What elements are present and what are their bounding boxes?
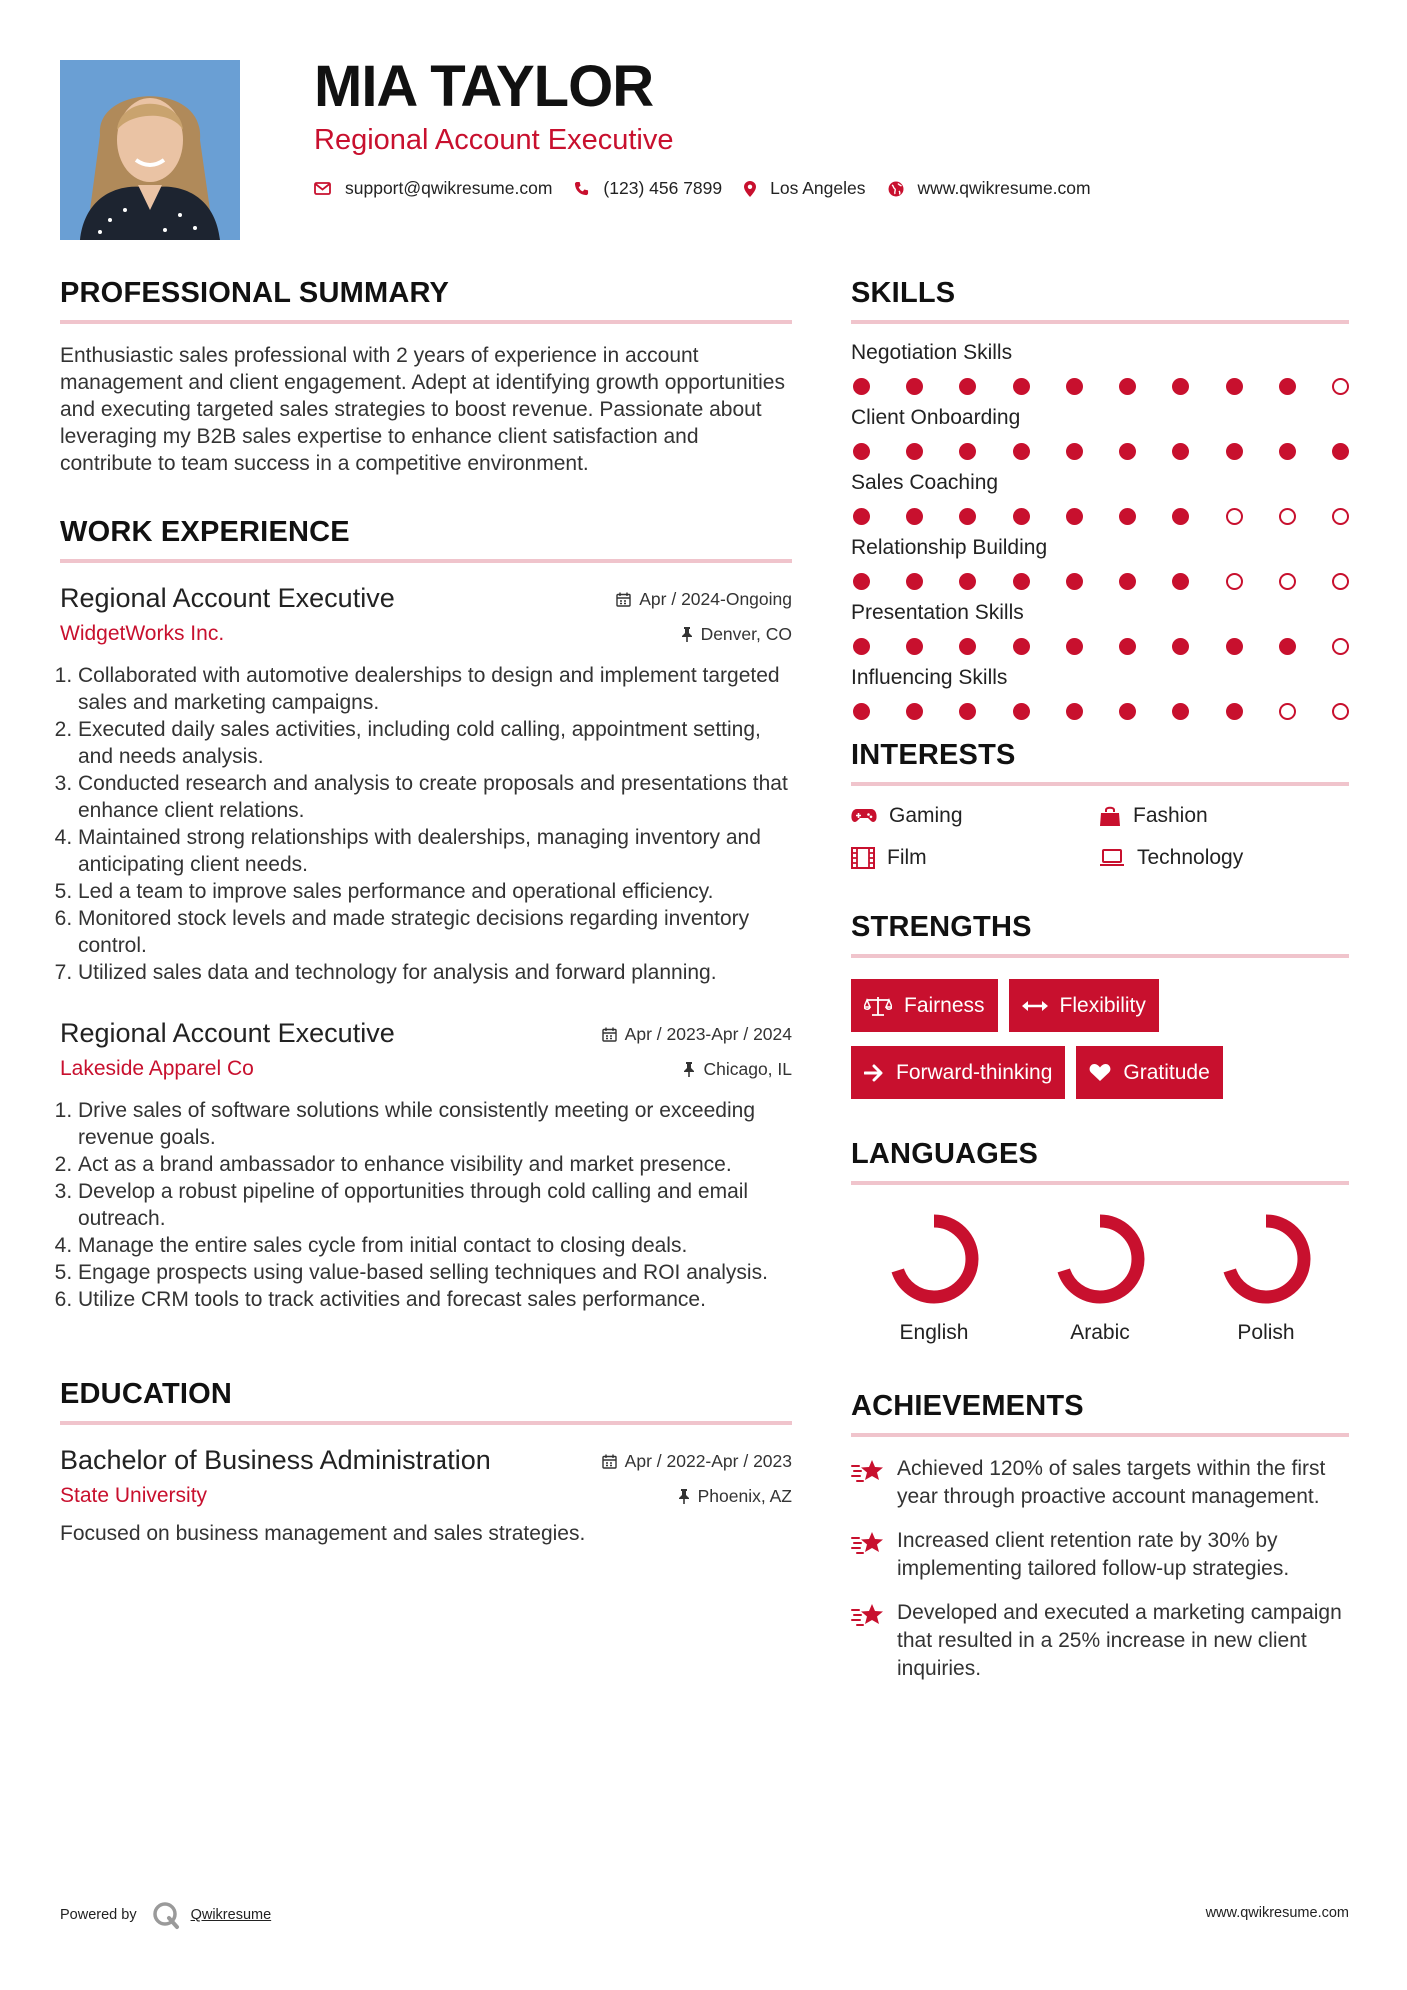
job-entry bbox=[60, 583, 792, 986]
rating-dot-filled bbox=[1119, 378, 1136, 395]
contact-location-text: Los Angeles bbox=[770, 178, 866, 198]
rating-dot-filled bbox=[1066, 638, 1083, 655]
rating-dot-filled bbox=[853, 638, 870, 655]
rating-dot-filled bbox=[853, 378, 870, 395]
degree-title: Bachelor of Business Administration bbox=[60, 1445, 491, 1475]
skill-name: Influencing Skills bbox=[851, 666, 1008, 689]
rating-dot-filled bbox=[1172, 573, 1189, 590]
rating-dot-filled bbox=[959, 508, 976, 525]
rating-dot-filled bbox=[959, 703, 976, 720]
interest-item bbox=[1099, 804, 1349, 828]
rating-dot-filled bbox=[906, 443, 923, 460]
rating-dot-filled bbox=[959, 443, 976, 460]
education-divider bbox=[60, 1421, 792, 1425]
skill-name: Client Onboarding bbox=[851, 406, 1021, 429]
experience-heading: WORK EXPERIENCE bbox=[60, 516, 350, 548]
rating-dot-filled bbox=[959, 573, 976, 590]
skill-rating bbox=[851, 573, 1349, 590]
rating-dot-filled bbox=[1226, 703, 1243, 720]
languages-heading: LANGUAGES bbox=[851, 1138, 1039, 1170]
interests-section bbox=[851, 738, 1349, 870]
job-date-text: Apr / 2023-Apr / 2024 bbox=[624, 1024, 792, 1044]
rating-dot-empty bbox=[1226, 508, 1243, 525]
job-bullet: 4. Maintained strong relationships with dealerships, managing inventory and anticipating client needs. bbox=[78, 824, 792, 878]
rating-dot-filled bbox=[1226, 378, 1243, 395]
language-proficiency-ring bbox=[886, 1211, 982, 1307]
globe-icon bbox=[888, 181, 904, 197]
interests-heading: INTERESTS bbox=[851, 739, 1016, 771]
qwikresume-link[interactable]: Qwikresume bbox=[190, 1907, 272, 1923]
experience-divider bbox=[60, 559, 792, 563]
job-bullet: 2. Executed daily sales activities, including cold calling, appointment setting, and needs analysis. bbox=[78, 716, 792, 770]
job-bullet: 5. Engage prospects using value-based selling techniques and ROI analysis. bbox=[78, 1259, 792, 1286]
interests-divider bbox=[851, 782, 1349, 786]
phone-icon bbox=[574, 181, 589, 196]
rating-dot-filled bbox=[906, 573, 923, 590]
strength-label: Forward-thinking bbox=[896, 1060, 1053, 1084]
heart-icon bbox=[1089, 1063, 1111, 1082]
skills-divider bbox=[851, 320, 1349, 324]
education-date-text: Apr / 2022-Apr / 2023 bbox=[624, 1451, 792, 1471]
skill-name: Presentation Skills bbox=[851, 601, 1024, 624]
job-bullet: 7. Utilized sales data and technology for analysis and forward planning. bbox=[78, 959, 792, 986]
rating-dot-filled bbox=[906, 508, 923, 525]
rating-dot-filled bbox=[1172, 508, 1189, 525]
strengths-section bbox=[851, 910, 1349, 1099]
language-item bbox=[1017, 1211, 1183, 1345]
strength-tag bbox=[1009, 979, 1159, 1032]
contact-email-text: support@qwikresume.com bbox=[345, 178, 553, 198]
rating-dot-filled bbox=[1279, 378, 1296, 395]
rating-dot-empty bbox=[1332, 703, 1349, 720]
rating-dot-filled bbox=[1066, 378, 1083, 395]
skill-name: Sales Coaching bbox=[851, 471, 999, 494]
language-name: Arabic bbox=[1070, 1321, 1130, 1344]
achievement-text: Achieved 120% of sales targets within the first year through proactive account management. bbox=[897, 1457, 1326, 1508]
language-proficiency-arc bbox=[896, 1221, 972, 1297]
skill-item bbox=[851, 600, 1349, 655]
achievement-text: Developed and executed a marketing campaign that resulted in a 25% increase in new client inquiries. bbox=[897, 1601, 1342, 1680]
footer-powered-by bbox=[60, 1900, 271, 1930]
rating-dot-filled bbox=[1172, 378, 1189, 395]
contact-phone-text: (123) 456 7899 bbox=[603, 178, 723, 198]
rating-dot-filled bbox=[853, 573, 870, 590]
school-name: State University bbox=[60, 1484, 208, 1507]
strength-label: Gratitude bbox=[1123, 1060, 1210, 1084]
rating-dot-filled bbox=[1013, 443, 1030, 460]
language-proficiency-arc bbox=[1228, 1221, 1304, 1297]
strength-label: Fairness bbox=[904, 993, 985, 1017]
rating-dot-empty bbox=[1279, 703, 1296, 720]
language-item bbox=[851, 1211, 1017, 1345]
interest-item bbox=[851, 804, 1099, 828]
education-description: Focused on business management and sales strategies. bbox=[60, 1522, 586, 1545]
language-name: English bbox=[899, 1321, 969, 1344]
rating-dot-filled bbox=[1119, 638, 1136, 655]
education-location-text: Phoenix, AZ bbox=[697, 1486, 792, 1506]
job-date bbox=[616, 589, 792, 610]
rating-dot-filled bbox=[1013, 703, 1030, 720]
summary-heading: PROFESSIONAL SUMMARY bbox=[60, 277, 450, 309]
interest-label: Technology bbox=[1137, 846, 1244, 869]
rating-dot-filled bbox=[853, 443, 870, 460]
contact-email[interactable] bbox=[314, 178, 552, 199]
shopping-bag-icon bbox=[1099, 805, 1121, 827]
balance-scale-icon bbox=[864, 996, 892, 1016]
achievement-item bbox=[851, 1527, 1349, 1583]
achievements-section bbox=[851, 1389, 1349, 1683]
rating-dot-empty bbox=[1332, 378, 1349, 395]
rating-dot-empty bbox=[1332, 573, 1349, 590]
skill-item bbox=[851, 665, 1349, 720]
qwikresume-logo-icon bbox=[151, 1900, 181, 1930]
pushpin-icon bbox=[678, 1489, 690, 1504]
strengths-tags bbox=[851, 979, 1349, 1099]
rating-dot-empty bbox=[1332, 638, 1349, 655]
rating-dot-filled bbox=[1279, 638, 1296, 655]
pushpin-icon bbox=[683, 1062, 695, 1077]
right-column bbox=[851, 276, 1349, 1699]
achievement-item bbox=[851, 1599, 1349, 1683]
job-date bbox=[602, 1024, 792, 1045]
job-bullets bbox=[60, 1097, 792, 1313]
skill-name: Relationship Building bbox=[851, 536, 1048, 559]
rating-dot-filled bbox=[1119, 573, 1136, 590]
rating-dot-filled bbox=[906, 703, 923, 720]
strength-tag bbox=[851, 1046, 1065, 1099]
achievement-text: Increased client retention rate by 30% by implementing tailored follow-up strategies. bbox=[897, 1529, 1290, 1580]
job-bullet: 5. Led a team to improve sales performance and operational efficiency. bbox=[78, 878, 792, 905]
rating-dot-filled bbox=[1066, 703, 1083, 720]
job-bullet: 6. Utilize CRM tools to track activities and forecast sales performance. bbox=[78, 1286, 792, 1313]
education-entry bbox=[60, 1445, 792, 1547]
calendar-icon bbox=[602, 1454, 617, 1469]
strengths-heading: STRENGTHS bbox=[851, 911, 1032, 943]
shooting-star-icon bbox=[851, 1601, 885, 1629]
contact-website-text: www.qwikresume.com bbox=[917, 178, 1091, 198]
gamepad-icon bbox=[851, 808, 877, 824]
job-entry bbox=[60, 1018, 792, 1313]
rating-dot-filled bbox=[1119, 703, 1136, 720]
interests-grid bbox=[851, 804, 1349, 870]
languages-divider bbox=[851, 1181, 1349, 1185]
candidate-name: MIA TAYLOR bbox=[314, 54, 654, 119]
job-bullet: 4. Manage the entire sales cycle from initial contact to closing deals. bbox=[78, 1232, 792, 1259]
contact-location bbox=[744, 178, 865, 199]
rating-dot-filled bbox=[959, 638, 976, 655]
rating-dot-filled bbox=[1013, 378, 1030, 395]
language-proficiency-ring bbox=[1218, 1211, 1314, 1307]
film-icon bbox=[851, 847, 875, 869]
experience-section bbox=[60, 515, 792, 1313]
job-title: Regional Account Executive bbox=[60, 1018, 395, 1048]
pushpin-icon bbox=[681, 627, 693, 642]
job-company: Lakeside Apparel Co bbox=[60, 1057, 254, 1080]
rating-dot-filled bbox=[959, 378, 976, 395]
job-company: WidgetWorks Inc. bbox=[60, 622, 225, 645]
education-location bbox=[678, 1486, 792, 1507]
skill-rating bbox=[851, 703, 1349, 720]
laptop-icon bbox=[1099, 849, 1125, 867]
achievements-heading: ACHIEVEMENTS bbox=[851, 1390, 1084, 1422]
rating-dot-filled bbox=[1066, 443, 1083, 460]
languages-list bbox=[851, 1211, 1349, 1345]
shooting-star-icon bbox=[851, 1457, 885, 1485]
envelope-icon bbox=[314, 182, 331, 195]
education-section bbox=[60, 1377, 792, 1547]
job-bullet: 1. Collaborated with automotive dealerships to design and implement targeted sales and marketing campaigns. bbox=[78, 662, 792, 716]
skill-item bbox=[851, 535, 1349, 590]
profile-photo bbox=[60, 60, 240, 240]
interest-item bbox=[1099, 846, 1349, 870]
job-location bbox=[683, 1059, 792, 1080]
footer-website[interactable]: www.qwikresume.com bbox=[1205, 1905, 1349, 1921]
rating-dot-empty bbox=[1279, 573, 1296, 590]
job-location bbox=[681, 624, 792, 645]
skill-item bbox=[851, 470, 1349, 525]
job-date-text: Apr / 2024-Ongoing bbox=[639, 589, 792, 609]
skill-rating bbox=[851, 378, 1349, 395]
rating-dot-filled bbox=[906, 378, 923, 395]
rating-dot-filled bbox=[1226, 638, 1243, 655]
arrows-horizontal-icon bbox=[1022, 999, 1048, 1013]
rating-dot-filled bbox=[1226, 443, 1243, 460]
job-bullet: 1. Drive sales of software solutions while consistently meeting or exceeding revenue goals. bbox=[78, 1097, 792, 1151]
skill-rating bbox=[851, 638, 1349, 655]
calendar-icon bbox=[616, 592, 631, 607]
language-name: Polish bbox=[1237, 1321, 1295, 1344]
contact-bar bbox=[314, 178, 1113, 199]
job-bullet: 3. Develop a robust pipeline of opportunities through cold calling and email outreach. bbox=[78, 1178, 792, 1232]
interest-label: Fashion bbox=[1133, 804, 1208, 827]
skills-list bbox=[851, 340, 1349, 720]
rating-dot-empty bbox=[1332, 508, 1349, 525]
language-proficiency-ring bbox=[1052, 1211, 1148, 1307]
rating-dot-filled bbox=[1119, 508, 1136, 525]
skill-name: Negotiation Skills bbox=[851, 341, 1013, 364]
skill-item bbox=[851, 340, 1349, 395]
languages-section bbox=[851, 1137, 1349, 1345]
shooting-star-icon bbox=[851, 1529, 885, 1557]
rating-dot-empty bbox=[1226, 573, 1243, 590]
rating-dot-filled bbox=[1013, 573, 1030, 590]
skills-section bbox=[851, 276, 1349, 720]
education-date bbox=[602, 1451, 792, 1472]
interest-label: Film bbox=[887, 846, 927, 869]
arrow-right-icon bbox=[864, 1064, 884, 1082]
job-bullets bbox=[60, 662, 792, 986]
rating-dot-filled bbox=[1013, 508, 1030, 525]
rating-dot-filled bbox=[1332, 443, 1349, 460]
strengths-divider bbox=[851, 954, 1349, 958]
rating-dot-filled bbox=[1066, 573, 1083, 590]
skill-item bbox=[851, 405, 1349, 460]
rating-dot-filled bbox=[853, 508, 870, 525]
job-bullet: 3. Conducted research and analysis to create proposals and presentations that enhance client relations. bbox=[78, 770, 792, 824]
job-bullet: 6. Monitored stock levels and made strategic decisions regarding inventory control. bbox=[78, 905, 792, 959]
calendar-icon bbox=[602, 1027, 617, 1042]
job-title: Regional Account Executive bbox=[60, 583, 395, 613]
interest-label: Gaming bbox=[889, 804, 963, 827]
summary-section bbox=[60, 276, 792, 477]
skill-rating bbox=[851, 508, 1349, 525]
rating-dot-filled bbox=[853, 703, 870, 720]
rating-dot-filled bbox=[1172, 638, 1189, 655]
achievements-list bbox=[851, 1455, 1349, 1683]
strength-tag bbox=[851, 979, 998, 1032]
achievement-item bbox=[851, 1455, 1349, 1511]
location-pin-icon bbox=[744, 181, 756, 197]
job-location-text: Denver, CO bbox=[700, 624, 792, 644]
skill-rating bbox=[851, 443, 1349, 460]
language-proficiency-arc bbox=[1062, 1221, 1138, 1297]
skills-heading: SKILLS bbox=[851, 277, 956, 309]
contact-website[interactable] bbox=[888, 178, 1091, 199]
language-item bbox=[1183, 1211, 1349, 1345]
rating-dot-filled bbox=[906, 638, 923, 655]
rating-dot-filled bbox=[1013, 638, 1030, 655]
strength-label: Flexibility bbox=[1059, 993, 1146, 1017]
interest-item bbox=[851, 846, 1099, 870]
left-column bbox=[60, 276, 792, 1547]
job-bullet: 2. Act as a brand ambassador to enhance visibility and market presence. bbox=[78, 1151, 792, 1178]
achievements-divider bbox=[851, 1433, 1349, 1437]
rating-dot-filled bbox=[1172, 443, 1189, 460]
rating-dot-empty bbox=[1279, 508, 1296, 525]
summary-divider bbox=[60, 320, 792, 324]
rating-dot-filled bbox=[1119, 443, 1136, 460]
summary-text: Enthusiastic sales professional with 2 years of experience in account management and client engagement. Adept at identifying growth opportunities and executing targeted sales strategies to boost revenue. Passionate about leveraging my B2B sales expertise to enhance client satisfaction and contribute to team success in a competitive environment. bbox=[60, 344, 785, 475]
powered-by-label: Powered by bbox=[60, 1907, 137, 1923]
rating-dot-filled bbox=[1172, 703, 1189, 720]
candidate-role: Regional Account Executive bbox=[314, 124, 674, 156]
rating-dot-filled bbox=[1279, 443, 1296, 460]
education-heading: EDUCATION bbox=[60, 1378, 233, 1410]
strength-tag bbox=[1076, 1046, 1222, 1099]
contact-phone[interactable] bbox=[574, 178, 722, 199]
job-location-text: Chicago, IL bbox=[703, 1059, 792, 1079]
rating-dot-filled bbox=[1066, 508, 1083, 525]
